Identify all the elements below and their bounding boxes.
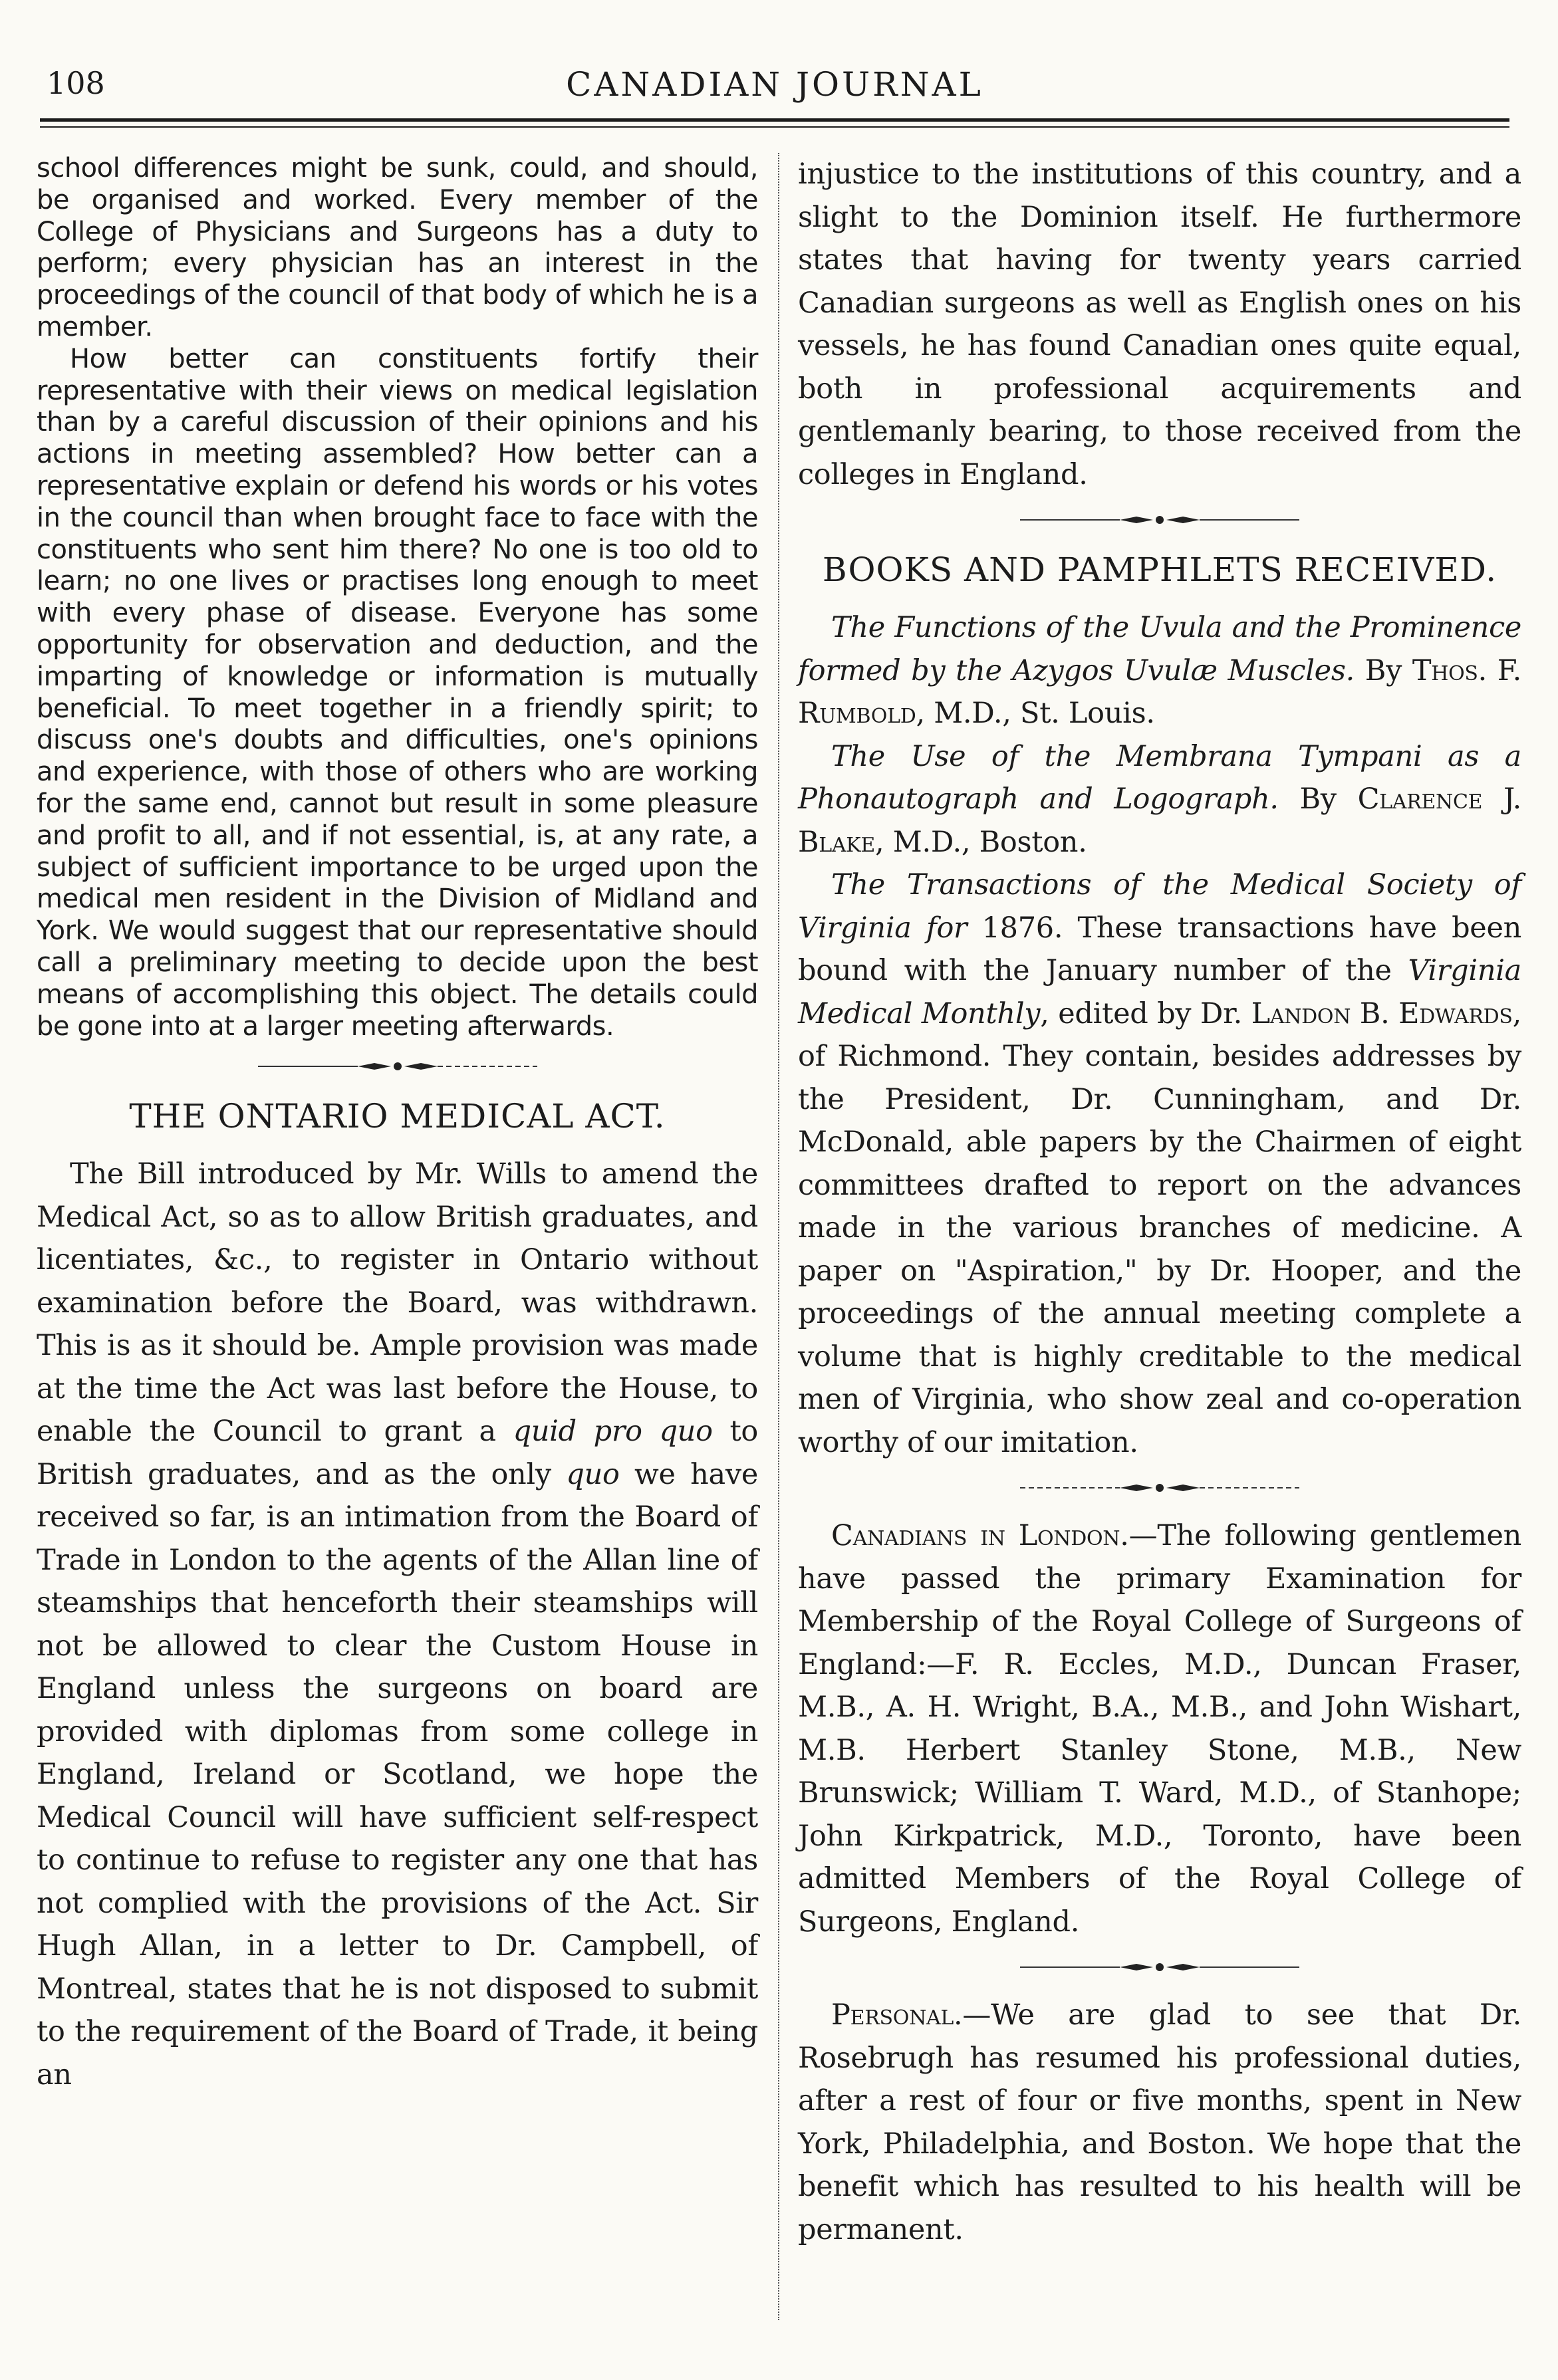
section-ornament	[1020, 1481, 1299, 1494]
right-column	[798, 153, 1521, 2340]
paragraph-school-differences: school differences might be sunk, could, and should, be organised and worked. Every member of the College of Physicians and Surgeons has a duty to perform; every physician has an interest in the proceedings of the council of that body of which he is a member.	[37, 153, 758, 342]
paragraph-injustice: injustice to the institutions of this country, and a slight to the Dominion itself. He furthermore states that having for twenty years carried Canadian surgeons as well as English ones on his vessels, he has found Canadian ones quite equal, both in professional acquirements and gentlemanly bearing, to those received from the colleges in England.	[798, 158, 1521, 491]
paragraph-personal: Personal.—We are glad to see that Dr. Rosebrugh has resumed his professional duties, after a rest of four or five months, spent in New York, Philadelphia, and Boston. We hope that the benefit which has resulted to his health will be permanent.	[798, 1998, 1521, 2246]
paragraph-constituents: How better can constituents fortify their representative with their views on medical legislation than by a careful discussion of their opinions and his actions in meeting assembled? How better can a representative explain or defend his words or his votes in the council than when brought face to face with the constituents who sent him there? No one is too old to learn; no one lives or practises long enough to meet with every phase of disease. Everyone has some opportunity for observation and deduction, and the imparting of knowledge or information is mutually beneficial. To meet together in a friendly spirit; to discuss one's doubts and difficulties, one's opinions and experience, with those of others who are working for the same end, cannot but result in some pleasure and profit to all, and if not essential, is, at any rate, a subject of sufficient importance to be urged upon the medical men resident in the Division of Midland and York. We would suggest that our representative should call a preliminary meeting to decide upon the best means of accomplishing this object. The details could be gone into at a larger meeting afterwards.	[37, 343, 758, 1042]
left-column	[37, 153, 758, 2340]
header-rule	[40, 118, 1509, 122]
section-ornament	[1020, 513, 1299, 527]
page-header	[40, 59, 1509, 112]
book-entry-uvula: The Functions of the Uvula and the Prominence formed by the Azygos Uvulæ Muscles. By Thos. F. Rumbold, M.D., St. Louis.	[798, 611, 1522, 730]
heading-books-pamphlets: BOOKS AND PAMPHLETS RECEIVED.	[822, 550, 1497, 589]
column-divider	[778, 153, 779, 2320]
book-entry-virginia: The Transactions of the Medical Society of Virginia for 1876. These transactions have been bound with the January number of the Virginia Medical Monthly, edited by Dr. Landon B. Edwards, of Richmond. They contain, besides addresses by the President, Dr. Cunningham, and Dr. McDonald, able papers by the Chairmen of eight committees drafted to report on the advances made in the various branches of medicine. A paper on "Aspiration," by Dr. Hooper, and the proceedings of the annual meeting complete a volume that is highly creditable to the medical men of Virginia, who show zeal and co-operation worthy of our imitation.	[798, 868, 1522, 1459]
page-number: 108	[47, 65, 105, 101]
section-ornament	[1020, 1961, 1299, 1974]
heading-ontario-medical-act: THE ONTARIO MEDICAL ACT.	[129, 1097, 666, 1136]
header-rule-thin	[40, 126, 1509, 128]
book-entry-membrana: The Use of the Membrana Tympani as a Phonautograph and Logograph. By Clarence J. Blake, M.D., Boston.	[798, 739, 1521, 859]
section-ornament	[258, 1060, 537, 1073]
paragraph-medical-act: The Bill introduced by Mr. Wills to amend the Medical Act, so as to allow British graduates, and licentiates, &c., to register in Ontario without examination before the Board, was withdrawn. This is as it should be. Ample provision was made at the time the Act was last before the House, to enable the Council to grant a quid pro quo to British graduates, and as the only quo we have received so far, is an intimation from the Board of Trade in London to the agents of the Allan line of steamships that henceforth their steamships will not be allowed to clear the Custom House in England unless the surgeons on board are provided with diplomas from some college in England, Ireland or Scotland, we hope the Medical Council will have sufficient self-respect to continue to refuse to register any one that has not complied with the provisions of the Act. Sir Hugh Allan, in a letter to Dr. Campbell, of Montreal, states that he is not disposed to submit to the requirement of the Board of Trade, it being an	[37, 1157, 759, 2091]
running-title: CANADIAN JOURNAL	[566, 65, 983, 104]
paragraph-canadians-in-london: Canadians in London.—The following gentlemen have passed the primary Examination for Membership of the Royal College of Surgeons of England:—F. R. Eccles, M.D., Duncan Fraser, M.B., A. H. Wright, B.A., M.B., and John Wishart, M.B. Herbert Stanley Stone, M.B., New Brunswick; William T. Ward, M.D., of Stanhope; John Kirkpatrick, M.D., Toronto, have been admitted Members of the Royal College of Surgeons, England.	[798, 1519, 1521, 1939]
